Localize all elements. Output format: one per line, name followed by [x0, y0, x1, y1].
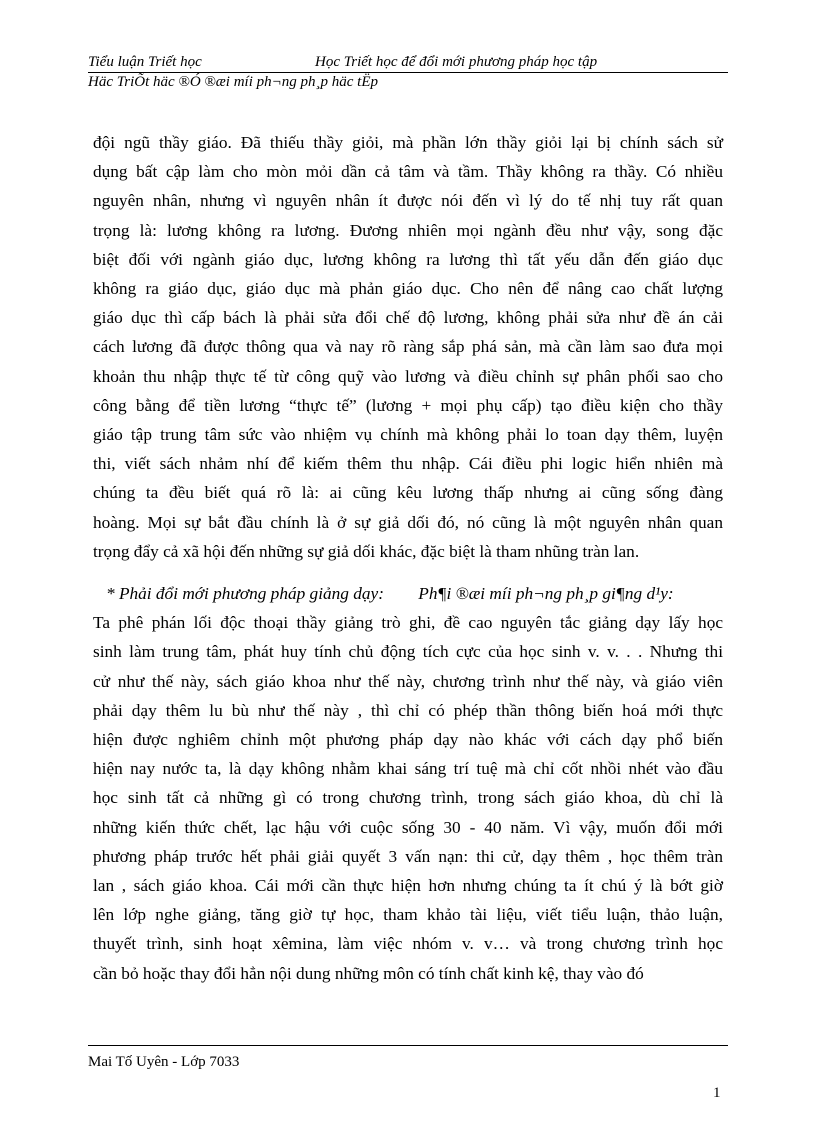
- text-line: cần bỏ hoặc thay đổi hẳn nội dung những môn có tính chất kinh kệ, thay vào đó: [93, 963, 644, 983]
- text-line: cử như thế này, sách giáo khoa như thế này, chương trình như thế này, và giáo viên: [93, 671, 723, 691]
- text-line: lan , sách giáo khoa. Cái mới cần thực hiện hơn nhưng chúng ta ít chú ý là bớt giờ: [93, 876, 723, 896]
- text-line: công bằng để tiền lương “thực tế” (lương + mọi phụ cấp) tạo điều kiện cho thầy: [93, 395, 723, 415]
- text-line: hiện được nghiêm chỉnh một phương pháp dạy nào khác với cách dạy phổ biến: [93, 730, 723, 750]
- text-line: phương pháp trước hết phải giải quyết 3 vấn nạn: thi cử, dạy thêm , học thêm tràn: [93, 846, 723, 866]
- text-line: giáo dục thì cấp bách là phải sửa đổi chế độ lương, không phải sửa như đề án cải: [93, 308, 723, 328]
- text-line: trọng đẩy cả xã hội đến những sự giả dối khác, đặc biệt là tham nhũng tràn lan.: [93, 541, 640, 561]
- header-garbled-title: Häc TriÕt häc ®Ó ®æi míi ph¬ng ph¸p häc tËp: [88, 74, 378, 90]
- header-rule: [88, 72, 728, 73]
- text-line: biệt đối với ngành giáo dục, lương không ra lương thì tất yếu dẫn đến giáo dục: [93, 249, 723, 269]
- text-line: sinh làm trung tâm, phát huy tính chủ động tích cực của học sinh v. v. . . Nhưng thi: [93, 642, 723, 662]
- text-line: học sinh tất cả những gì có trong chương trình, trong sách giáo khoa, dù chỉ là: [93, 788, 723, 808]
- text-line: nguyên nhân, nhưng vì nguyên nhân ít được nói đến vì lý do tế nhị tuy rất quan: [93, 191, 723, 211]
- text-line: những kiến thức chết, lạc hậu với cuộc sống 30 - 40 năm. Vì vậy, muốn đổi mới: [93, 817, 723, 837]
- text-line: khoản thu nhập thực tế từ công quỹ vào lương và điều chỉnh sự phân phối sao cho: [93, 366, 723, 386]
- header-right-title: Học Triết học để đổi mới phương pháp học tập: [315, 54, 598, 70]
- text-line: đội ngũ thầy giáo. Đã thiếu thầy giỏi, mà phần lớn thầy giỏi lại bị chính sách sử: [93, 133, 723, 152]
- page-number: 1: [713, 1085, 721, 1101]
- subheading-garbled: Ph¶i ®æi míi ph¬ng ph¸p gi¶ng d¹y:: [418, 584, 674, 604]
- text-line: chúng ta đều biết quá rõ là: ai cũng kêu lương thấp nhưng ai cũng sống đàng: [93, 483, 723, 503]
- text-line: dụng bất cập làm cho mòn mỏi dần cả tâm và tầm. Thầy không ra thầy. Có nhiều: [93, 162, 723, 182]
- footer-author: Mai Tố Uyên - Lớp 7033: [88, 1054, 240, 1070]
- text-line: phải dạy thêm lu bù như thế này , thì chỉ có phép thần thông biến hoá mới thực: [93, 700, 723, 720]
- text-line: không ra giáo dục, giáo dục mà phản giáo dục. Cho nên để nâng cao chất lượng: [93, 279, 723, 299]
- text-line: hoàng. Mọi sự bắt đầu chính là ở sự giả dối đó, nó cũng là một nguyên nhân quan: [93, 512, 723, 532]
- text-line: cách lương đã được thông qua và nay rõ ràng sắp phá sản, mà cần làm sao đưa mọi: [93, 337, 723, 357]
- text-line: Ta phê phán lối độc thoại thầy giảng trò ghi, đề cao nguyên tắc giảng dạy lấy học: [93, 613, 723, 633]
- section-subheading: [93, 579, 723, 608]
- text-line: thuyết trình, sinh hoạt xêmina, làm việc nhóm v. v… và trong chương trình học: [93, 934, 723, 954]
- text-line: lên lớp nghe giảng, tăng giờ tự học, tham khảo tài liệu, viết tiểu luận, thảo luận,: [93, 905, 723, 925]
- document-body: [93, 128, 723, 988]
- footer-rule: [88, 1045, 728, 1046]
- paragraph-1: [93, 128, 723, 566]
- text-line: trọng là: lương không ra lương. Đương nhiên mọi ngành đều như vậy, song đặc: [93, 220, 723, 240]
- text-line: giáo tập trung tâm sức vào nhiệm vụ chính mà không phải lo toan dạy thêm, luyện: [93, 425, 723, 445]
- text-line: hiện nay nước ta, là dạy không nhằm khai sáng trí tuệ mà chỉ cốt nhồi nhét vào đầu: [93, 759, 723, 779]
- header-left-title: Tiểu luận Triết học: [88, 54, 202, 70]
- subheading-text: * Phải đổi mới phương pháp giảng dạy:: [106, 584, 384, 604]
- text-line: thi, viết sách nhảm nhí để kiếm thêm thu nhập. Cái điều phi logic hiển nhiên mà: [93, 454, 723, 474]
- paragraph-2: [93, 608, 723, 988]
- paragraph-gap: [93, 566, 723, 579]
